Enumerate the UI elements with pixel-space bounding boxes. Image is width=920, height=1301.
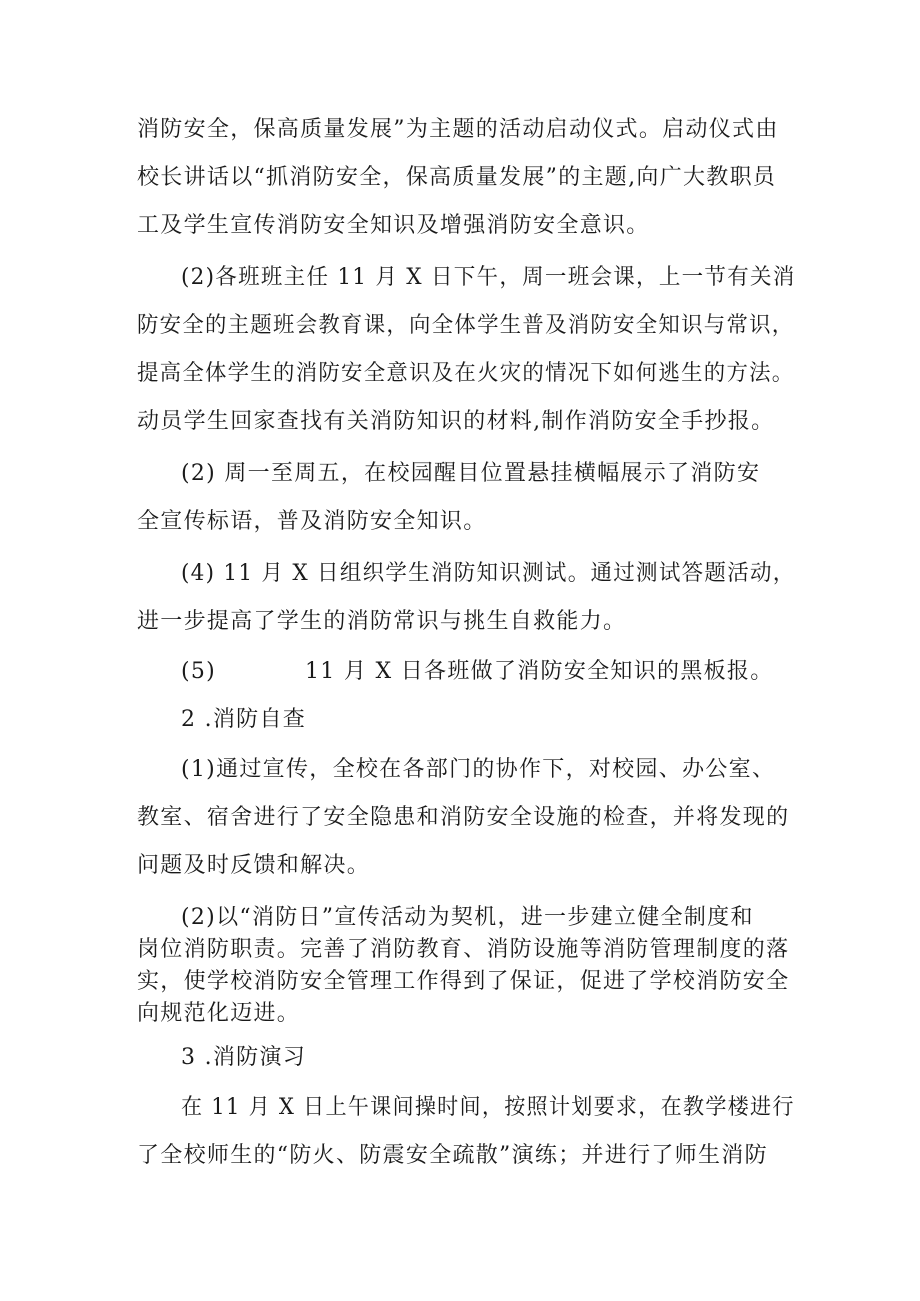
text-line: (4) 11 月 X 日组织学生消防知识测试。通过测试答题活动，	[181, 561, 796, 586]
text-line: 教室、宿舍进行了安全隐患和消防安全设施的检查，并将发现的	[137, 805, 790, 830]
text-line: 实，使学校消防安全管理工作得到了保证，促进了学校消防安全	[137, 969, 790, 994]
text-line: 全宣传标语，普及消防安全知识。	[137, 509, 487, 534]
text-line: (2)以“消防日”宣传活动为契机，进一步建立健全制度和	[181, 905, 754, 930]
text-line: 提高全体学生的消防安全意识及在火灾的情况下如何逃生的方法。	[137, 361, 795, 386]
text-line: 11 月 X 日各班做了消防安全知识的黑板报。	[305, 659, 774, 684]
text-line: (2) 周一至周五，在校园醒目位置悬挂横幅展示了消防安	[181, 461, 761, 486]
text-line: 进一步提高了学生的消防常识与挑生自救能力。	[137, 609, 627, 634]
section-heading: 2 .消防自查	[181, 707, 307, 732]
text-line: 了全校师生的“防火、防震安全疏散”演练；并进行了师生消防	[137, 1143, 768, 1168]
text-line: (1)通过宣传，全校在各部门的协作下，对校园、办公室、	[181, 757, 776, 782]
text-line: 在 11 月 X 日上午课间操时间，按照计划要求，在教学楼进行	[181, 1095, 795, 1120]
list-marker: (5)	[181, 659, 217, 684]
text-line: 问题及时反馈和解决。	[137, 853, 371, 878]
text-line: 向规范化迈进。	[137, 1001, 301, 1026]
section-heading: 3 .消防演习	[181, 1045, 307, 1070]
text-line: (2)各班班主任 11 月 X 日下午，周一班会课，上一节有关消	[181, 265, 796, 290]
text-line: 校长讲话以“抓消防安全，保高质量发展”的主题,向广大教职员	[137, 165, 777, 190]
text-line: 动员学生回家查找有关消防知识的材料,制作消防安全手抄报。	[137, 409, 775, 434]
text-line: 岗位消防职责。完善了消防教育、消防设施等消防管理制度的落	[137, 937, 790, 962]
text-line: 工及学生宣传消防安全知识及增强消防安全意识。	[137, 213, 650, 238]
text-line: 防安全的主题班会教育课，向全体学生普及消防安全知识与常识，	[137, 313, 795, 338]
text-line: 消防安全，保高质量发展”为主题的活动启动仪式。启动仪式由	[137, 117, 779, 142]
